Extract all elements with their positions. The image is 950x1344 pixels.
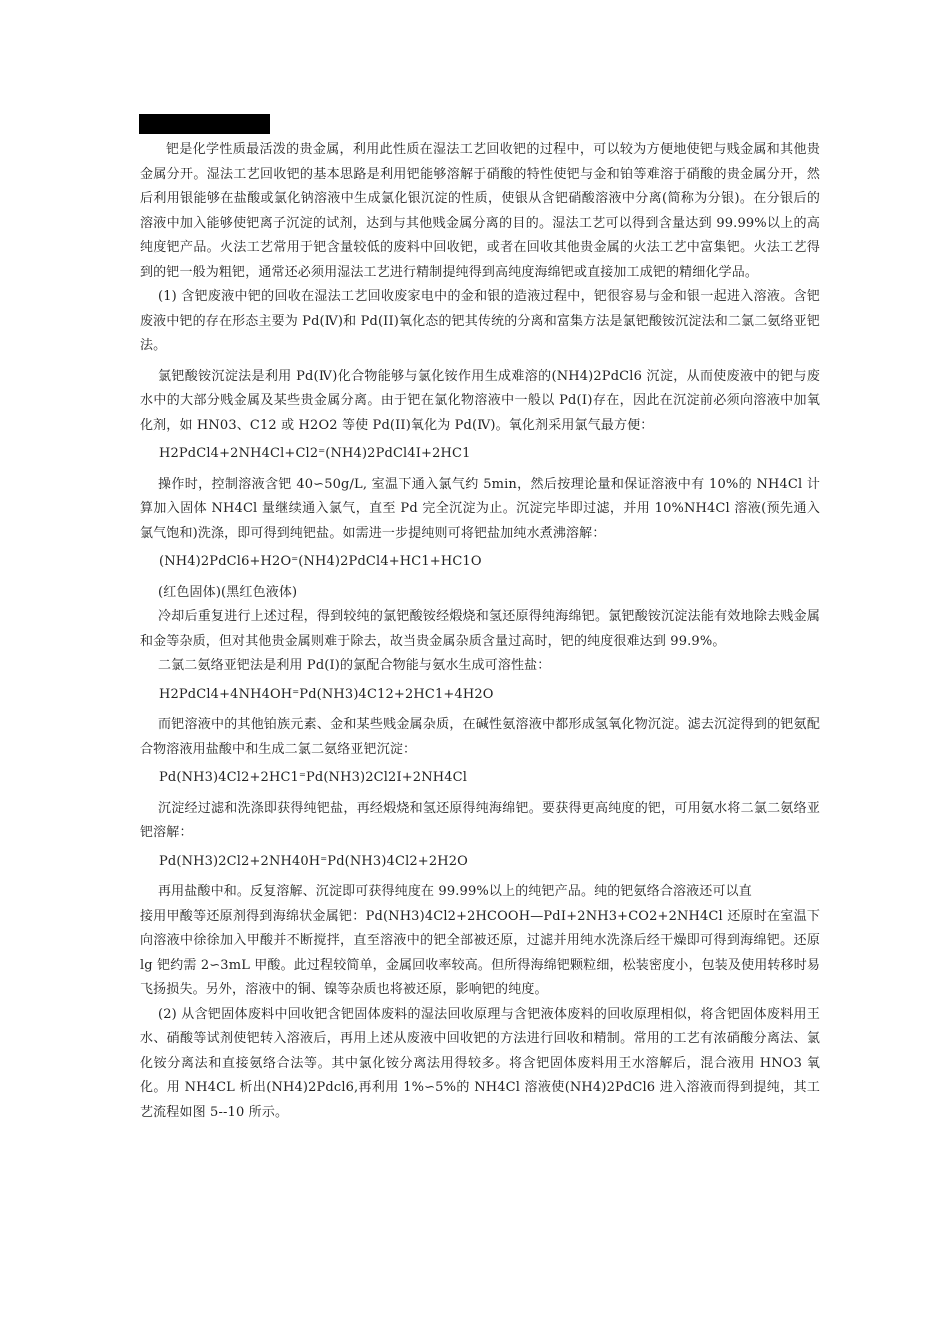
paragraph-formic-reduction: 接用甲酸等还原剂得到海绵状金属钯：Pd(NH3)4Cl2+2HCOOH—PdⅠ+2NH3+CO2+2NH4Cl 还原时在室温下向溶液中徐徐加入甲酸并不断搅拌，直至溶液中的钯全部被还原，过滤并用纯水洗涤后经干燥即可得到海绵钯。还原 lg 钯约需 2∽3mL 甲酸。此过程较简单，金属回收率较高。但所得海绵钯颗粒细，松装密度小，包装及使用转移时易飞扬损失。另外，溶液中的铜、镍等杂质也将被还原，影响钯的纯度。 xyxy=(140,908,820,997)
redaction-bar xyxy=(139,114,270,134)
paragraph-intro: 钯是化学性质最活泼的贵金属，利用此性质在湿法工艺回收钯的过程中，可以较为方便地使钯与贱金属和其他贵金属分开。湿法工艺回收钯的基本思路是利用钯能够溶解于硝酸的特性使钯与金和铂等难溶于硝酸的贵金属分开，然后利用银能够在盐酸或氯化钠溶液中生成氯化银沉淀的性质，使银从含钯硝酸溶液中分离(简称为分银)。在分银后的溶液中加入能够使钯离子沉淀的试剂，达到与其他贱金属分离的目的。湿法工艺可以得到含量达到 99.99%以上的高纯度钯产品。火法工艺常用于钯含量较低的废料中回收钯，或者在回收其他贵金属的火法工艺中富集钯。火法工艺得到的钯一般为粗钯，通常还必须用湿法工艺进行精制提纯得到高纯度海绵钯或直接加工成钯的精细化学品。 xyxy=(140,142,820,280)
document-body xyxy=(140,138,820,1125)
paragraph-neutralize-again: 再用盐酸中和。反复溶解、沉淀即可获得纯度在 99.99%以上的纯钯产品。纯的钯氨络合溶液还可以直 xyxy=(158,884,752,899)
equation-dissolution: (NH4)2PdCl6+H2O⁼(NH4)2PdCl4+HC1+HC1O xyxy=(159,554,482,569)
equation-ammonia: H2PdCl4+4NH4OH⁼Pd(NH3)4C12+2HC1+4H2O xyxy=(159,686,494,702)
paragraph-operation: 操作时，控制溶液含钯 40∽50g/L, 室温下通入氯气约 5min，然后按理论量和保证溶液中有 10%的 NH4Cl 计算加入固体 NH4Cl 量继续通入氯气，直至 Pd 完全沉淀为止。沉淀完毕即过滤，并用 10%NH4Cl 溶液(预先通入氯气饱和)洗涤，即可得到纯钯盐。如需进一步提纯则可将钯盐加纯水煮沸溶解： xyxy=(140,476,820,541)
paragraph-impurity-precipitation: 而钯溶液中的其他铂族元素、金和某些贱金属杂质，在碱性氨溶液中都形成氢氧化物沉淀。滤去沉淀得到的钯氨配合物溶液用盐酸中和生成二氯二氨络亚钯沉淀： xyxy=(140,717,820,757)
equation-neutralization: Pd(NH3)4Cl2+2HC1⁼Pd(NH3)2Cl2Ⅰ+2NH4Cl xyxy=(159,770,468,785)
paragraph-liquid-waste: (1) 含钯废液中钯的回收在湿法工艺回收废家电中的金和银的造液过程中，钯很容易与金和银一起进入溶液。含钯废液中钯的存在形态主要为 Pd(Ⅳ)和 Pd(II)氧化态的钯其传统的分离和富集方法是氯钯酸铵沉淀法和二氯二氨络亚钯法。 xyxy=(140,289,820,353)
note-color-labels: (红色固体)(黑红色液体) xyxy=(158,584,298,600)
paragraph-repeat-process: 冷却后重复进行上述过程，得到较纯的氯钯酸铵经煅烧和氢还原得纯海绵钯。氯钯酸铵沉淀法能有效地除去贱金属和金等杂质，但对其他贵金属则难于除去，故当贵金属杂质含量过高时，钯的纯度很难达到 99.9%。 xyxy=(140,609,820,649)
paragraph-filtration: 沉淀经过滤和洗涤即获得纯钯盐，再经煅烧和氢还原得纯海绵钯。要获得更高纯度的钯，可用氨水将二氯二氨络亚钯溶解： xyxy=(140,800,820,840)
paragraph-ammonium-chloropalladate-method: 氯钯酸铵沉淀法是利用 Pd(Ⅳ)化合物能够与氯化铵作用生成难溶的(NH4)2PdCl6 沉淀，从而使废液中的钯与废水中的大部分贱金属及某些贵金属分离。由于钯在氯化物溶液中一般以 Pd(Ⅰ)存在，因此在沉淀前必须向溶液中加氧化剂，如 HN03、C12 或 H2O2 等使 Pd(II)氧化为 Pd(Ⅳ)。氧化剂采用氯气最方便： xyxy=(140,368,820,433)
paragraph-diamine-method: 二氯二氨络亚钯法是利用 Pd(Ⅰ)的氯配合物能与氨水生成可溶性盐： xyxy=(158,658,551,673)
paragraph-solid-waste: (2) 从含钯固体废料中回收钯含钯固体废料的湿法回收原理与含钯液体废料的回收原理相似，将含钯固体废料用王水、硝酸等试剂使钯转入溶液后，再用上述从废液中回收钯的方法进行回收和精制。常用的工艺有浓硝酸分离法、氯化铵分离法和直接氨络合法等。其中氯化铵分离法用得较多。将含钯固体废料用王水溶解后，混合液用 HNO3 氧化。用 NH4CL 析出(NH4)2Pdcl6,再利用 1%∽5%的 NH4Cl 溶液使(NH4)2PdCl6 进入溶液而得到提纯，其工艺流程如图 5--10 所示。 xyxy=(140,1006,820,1120)
equation-chlorination: H2PdCl4+2NH4Cl+Cl2⁼(NH4)2PdCl4Ⅰ+2HC1 xyxy=(159,446,471,461)
equation-redissolution: Pd(NH3)2Cl2+2NH40H⁼Pd(NH3)4Cl2+2H2O xyxy=(159,853,468,869)
